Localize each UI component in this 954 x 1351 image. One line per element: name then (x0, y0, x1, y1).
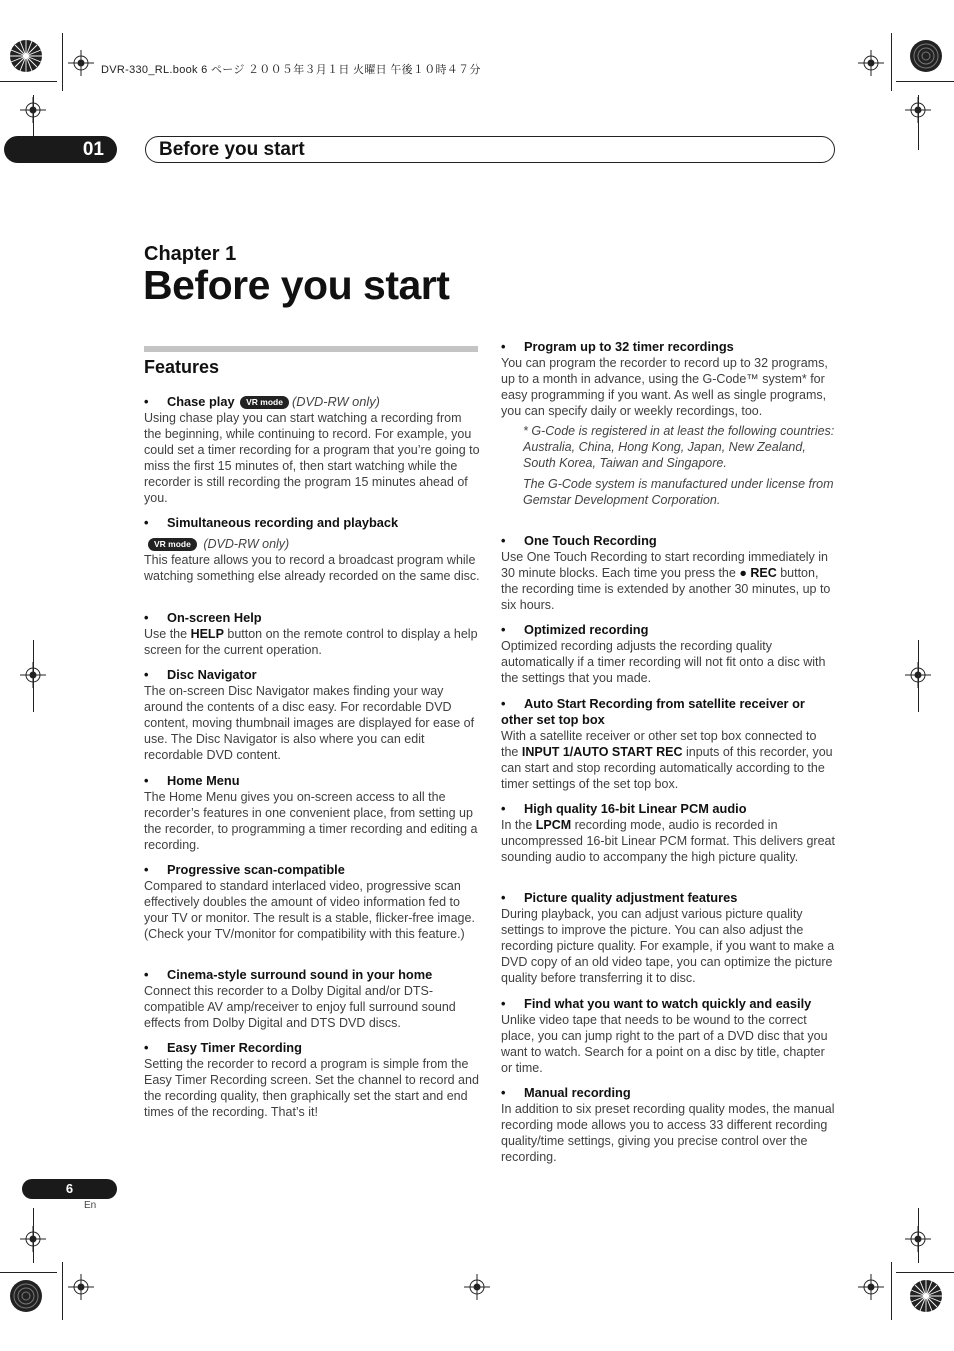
crop-mark (891, 1262, 892, 1320)
section-title: Features (144, 357, 220, 377)
feature-item: • Easy Timer Recording Setting the recorder to record a program is simple from the Easy Timer Recording screen. Set the channel to record and the recording quality, then graphically set the start and end times of the recording. That’s it! (144, 1040, 479, 1119)
running-header: Before you start (145, 136, 835, 163)
feature-description: Using chase play you can start watching a recording from the beginning, while continuing to record. For example, you could set a timer recording for a program that you’re going to miss the first 15 minutes of, then start watching while the recorder is still recording the program 15 minutes ahead of you. (144, 411, 480, 505)
feature-title: Manual recording (524, 1085, 631, 1100)
feature-title: Simultaneous recording and playback (167, 515, 399, 530)
feature-title: Find what you want to watch quickly and easily (524, 996, 812, 1011)
color-rosette-icon (9, 39, 43, 73)
page-language: En (84, 1200, 97, 1211)
feature-description: Use One Touch Recording to start recording immediately in 30 minute blocks. Each time you press the ● REC button, the recording time is extended by another 30 minutes, up to six hours. (501, 550, 831, 612)
crop-mark (891, 33, 892, 91)
feature-item: • Simultaneous recording and playback VR mode (DVD-RW only) This feature allows you to record a broadcast program while watching something else already recorded on the same disc. (144, 515, 480, 583)
feature-title: Auto Start Recording from satellite receiver or other set top box (501, 696, 805, 727)
color-rosette-icon (909, 1279, 943, 1313)
feature-item: • Home Menu The Home Menu gives you on-screen access to all the recorder’s features in one convenient place, from setting up the recorder, to programming a timer recording and editing a recording. (144, 773, 480, 853)
registration-mark-icon (68, 50, 94, 76)
feature-title: Progressive scan-compatible (167, 862, 345, 877)
feature-description: Compared to standard interlaced video, progressive scan effectively doubles the amount of video information fed to your TV or monitor. The result is a stable, flicker-free image. (Check your TV/monitor for compatibility with this feature.) (144, 879, 475, 941)
feature-title: Chase play (167, 394, 235, 409)
feature-description: You can program the recorder to record up to 32 programs, up to a month in advance, using the G-Code™ system* for easy programming if you want. As well as single programs, you can specify daily or weekly recordings, too. (501, 356, 828, 418)
feature-note: (DVD-RW only) (203, 537, 290, 551)
registration-mark-icon (20, 662, 46, 688)
feature-item: • Progressive scan-compatible Compared to standard interlaced video, progressive scan effectively doubles the amount of video information fed to your TV or monitor. The result is a stable, flicker-free image. (Check your TV/monitor for compatibility with this feature.) (144, 862, 480, 942)
feature-note: (DVD-RW only) (291, 394, 380, 409)
feature-description: Unlike video tape that needs to be wound to the correct place, you can jump right to the part of a DVD disc that you want to watch. Search for a point on a disc by title, chapter or time. (501, 1013, 828, 1075)
feature-item: • Picture quality adjustment features During playback, you can adjust various picture quality settings to improve the picture. You can also adjust the recording picture quality. For example, if you want to make a DVD copy of an old video tape, you can optimize the picture quality before transferring it to disc. (501, 890, 835, 985)
feature-title: High quality 16-bit Linear PCM audio (524, 801, 747, 816)
chapter-number-tab: 01 (4, 136, 117, 163)
feature-description: Optimized recording adjusts the recording quality automatically if a timer recording will not fit onto a disc with the settings that you made. (501, 639, 826, 685)
chapter-label: Chapter 1 (144, 243, 237, 265)
feature-item: • Manual recording In addition to six preset recording quality modes, the manual recording mode allows you to access 33 different recording quality/time settings, giving you precise control over the recording. (501, 1085, 835, 1164)
crop-mark (896, 1272, 954, 1273)
crop-mark (0, 1272, 57, 1273)
feature-description: Use the HELP button on the remote control to display a help screen for the current operation. (144, 627, 478, 657)
feature-title: Disc Navigator (167, 667, 257, 682)
color-rosette-icon (9, 1279, 43, 1313)
feature-item: • Find what you want to watch quickly and easily Unlike video tape that needs to be wound to the correct place, you can jump right to the part of a DVD disc that you want to watch. Search for a point on a disc by title, chapter or time. (501, 996, 835, 1076)
feature-item: • Cinema-style surround sound in your home Connect this recorder to a Dolby Digital and/or DTS-compatible AV amp/receiver to enjoy full surround sound effects from Dolby Digital and DTS DVD discs. (144, 967, 480, 1031)
feature-title: Picture quality adjustment features (524, 890, 738, 905)
registration-mark-icon (464, 1274, 490, 1300)
registration-mark-icon (905, 662, 931, 688)
feature-title: Easy Timer Recording (167, 1040, 302, 1055)
feature-item: • High quality 16-bit Linear PCM audio In the LPCM recording mode, audio is recorded in uncompressed 16-bit Linear PCM format. This delivers great sounding audio to accompany the high picture quality. (501, 801, 835, 864)
feature-description: Setting the recorder to record a program is simple from the Easy Timer Recording screen. Set the channel to record and the recording quality, then graphically set the start and end times of the recording. That’s it! (144, 1057, 479, 1119)
color-rosette-icon (909, 39, 943, 73)
feature-title: Optimized recording (524, 622, 649, 637)
file-header: DVR-330_RL.book 6 ページ ２００５年３月１日 火曜日 午後１０時４７分 (101, 64, 481, 76)
feature-description: The Home Menu gives you on-screen access to all the recorder’s features in one convenient place, from setting up the recorder, to programming a timer recording and editing a recording. (144, 790, 478, 852)
footnote: The G-Code system is manufactured under license from Gemstar Development Corporation. (523, 477, 834, 507)
feature-title: On-screen Help (167, 610, 262, 625)
section-rule (144, 346, 478, 352)
vr-mode-badge: VR mode (148, 538, 197, 551)
feature-title: Program up to 32 timer recordings (524, 339, 734, 354)
crop-mark (62, 33, 63, 91)
feature-item: • Optimized recording Optimized recording adjusts the recording quality automatically if a timer recording will not fit onto a disc with the settings that you made. (501, 622, 835, 686)
chapter-title: Before you start (143, 262, 450, 308)
feature-item: • Program up to 32 timer recordings You can program the recorder to record up to 32 programs, up to a month in advance, using the G-Code™ system* for easy programming if you want. As well as single programs, you can specify daily or weekly recordings, too. * G-Code is registered in at least the following countries: Australia, China, Hong Kong, Japan, New Zealand, South Korea, Taiwan and Singapore. The G-Code system is manufactured under license from Gemstar Development Corporation. (501, 339, 835, 507)
feature-description: The on-screen Disc Navigator makes finding your way around the contents of a disc easy. For recordable DVD content, moving thumbnail images are displayed for ease of use. The Disc Navigator is also where you can edit recordable DVD content. (144, 684, 475, 762)
feature-description: This feature allows you to record a broadcast program while watching something else already recorded on the same disc. (144, 553, 480, 583)
crop-mark (0, 81, 57, 82)
registration-mark-icon (905, 1226, 931, 1252)
feature-description: In the LPCM recording mode, audio is recorded in uncompressed 16-bit Linear PCM format. This delivers great sounding audio to accompany the high picture quality. (501, 818, 835, 864)
feature-title: Home Menu (167, 773, 240, 788)
registration-mark-icon (905, 97, 931, 123)
feature-title: Cinema-style surround sound in your home (167, 967, 433, 982)
feature-item: • Disc Navigator The on-screen Disc Navigator makes finding your way around the contents of a disc easy. For recordable DVD content, moving thumbnail images are displayed for ease of use. The Disc Navigator is also where you can edit recordable DVD content. (144, 667, 480, 763)
feature-description: In addition to six preset recording quality modes, the manual recording mode allows you to access 33 different recording quality/time settings, giving you precise control over the recording. (501, 1102, 835, 1164)
registration-mark-icon (68, 1274, 94, 1300)
registration-mark-icon (858, 1274, 884, 1300)
feature-description: During playback, you can adjust various picture quality settings to improve the picture. You can also adjust the recording picture quality. For example, if you want to make a DVD copy of an old video tape, you can optimize the picture quality before transferring it to disc. (501, 907, 835, 985)
feature-item: • On-screen Help Use the HELP button on the remote control to display a help screen for the current operation. (144, 610, 480, 658)
feature-item: • Auto Start Recording from satellite receiver or other set top box With a satellite receiver or other set top box connected to the INPUT 1/AUTO START REC inputs of this recorder, you can start and stop recording automatically according to the timer settings of the set top box. (501, 696, 835, 792)
footnote: * G-Code is registered in at least the following countries: Australia, China, Hong Kong, Japan, New Zealand, South Korea, Taiwan and Singapore. (523, 424, 835, 470)
feature-title: One Touch Recording (524, 533, 657, 548)
registration-mark-icon (20, 1226, 46, 1252)
crop-mark (896, 81, 954, 82)
crop-mark (62, 1262, 63, 1320)
registration-mark-icon (858, 50, 884, 76)
page-number: 6 (22, 1179, 117, 1199)
feature-item: • Chase play VR mode (DVD-RW only) Using chase play you can start watching a recording from the beginning, while continuing to record. For example, you could set a timer recording for a program that you’re going to miss the first 15 minutes of, then start watching while the recorder is still recording the program 15 minutes ahead of you. (144, 394, 480, 505)
registration-mark-icon (20, 97, 46, 123)
feature-description: With a satellite receiver or other set top box connected to the INPUT 1/AUTO START REC inputs of this recorder, you can start and stop recording automatically according to the timer settings of the set top box. (501, 729, 833, 791)
feature-description: Connect this recorder to a Dolby Digital and/or DTS-compatible AV amp/receiver to enjoy full surround sound effects from Dolby Digital and DTS DVD discs. (144, 984, 456, 1030)
feature-item: • One Touch Recording Use One Touch Recording to start recording immediately in 30 minute blocks. Each time you press the ● REC button, the recording time is extended by another 30 minutes, up to six hours. (501, 533, 835, 613)
vr-mode-badge: VR mode (240, 396, 289, 409)
